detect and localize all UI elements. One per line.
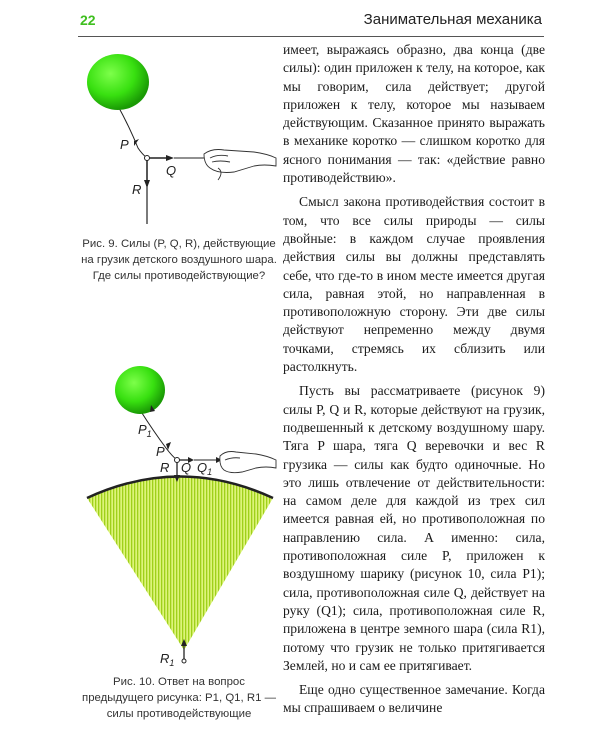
figure-10 <box>80 360 280 672</box>
fig10-label-q1: $Q_1$ <box>197 460 213 477</box>
figure-10-caption: Рис. 10. Ответ на вопрос предыдущего рисунка: P1, Q1, R1 — силы противодействующие <box>82 676 276 720</box>
weight-point <box>145 156 150 161</box>
arrow-q-head <box>166 155 174 161</box>
fig9-label-p: P <box>120 137 129 152</box>
earth-cone <box>87 477 273 651</box>
weight-point <box>175 458 180 463</box>
hand-icon <box>204 150 276 181</box>
fig10-label-r: R <box>160 460 170 475</box>
fig10-label-p1: $P_1$ <box>138 422 152 439</box>
earth-center-point <box>182 659 186 663</box>
paragraph-2: Смысл закона противодействия состоит в том, что все силы природы — силы двойные: в каждом случае проявления действия силы вы должны представлять себе, что где-то в ином месте имеется другая сила, равная этой, но направленная в противоположную сторону. Эти две силы действуют непременно между двумя точками, стремясь их сблизить или растолкнуть. <box>283 194 545 375</box>
header-rule <box>78 36 544 37</box>
paragraph-4: Еще одно существенное замечание. Когда мы спрашиваем о величине <box>283 682 545 716</box>
fig9-label-q: Q <box>166 163 177 178</box>
page-number: 22 <box>80 12 96 28</box>
paragraph-3: Пусть вы рассматриваете (рисунок 9) силы P, Q и R, которые действуют на грузик, подвешенный к детскому воздушному шару. Тяга P шара, тяга Q веревочки и вес R грузика — силы как будто одиночные. Но это лишь отвлечение от действительности: на самом деле для каждой из трех сил имеется равная ей, но противоположная по направлению сила. А именно: сила, противоположная силе P, приложен к воздушному шарику (рисунок 10, сила P1); сила, противоположная силе Q, действует на руку (Q1); сила, противоположная силе R, приложена в центре земного шара (сила R1), потому что грузик не только притягивается Землей, но и сам ее притягивает. <box>283 383 545 673</box>
balloon <box>87 54 149 110</box>
arrow-r-head <box>144 180 150 188</box>
fig10-label-r1: $R_1$ <box>160 651 175 668</box>
hand-icon <box>220 452 276 473</box>
fig9-label-r: R <box>132 182 142 197</box>
body-text <box>283 41 545 718</box>
figure-9 <box>78 48 278 230</box>
running-head: Занимательная механика <box>363 11 542 28</box>
fig10-label-p: P <box>156 444 165 459</box>
figure-9-caption: Рис. 9. Силы (P, Q, R), действующие на грузик детского воздушного шара. Где силы противодействующие? <box>81 238 277 282</box>
paragraph-1: имеет, выражаясь образно, два конца (две силы): один приложен к телу, на которое, как мы говорим, сила действует; другой приложен к телу, которое мы называем действующим. Сказанное принято выражать в механике коротко — слишком коротко для ясного понимания — так: «действие равно противодействию». <box>283 42 545 186</box>
balloon <box>115 366 165 414</box>
fig10-label-q: Q <box>181 460 192 475</box>
